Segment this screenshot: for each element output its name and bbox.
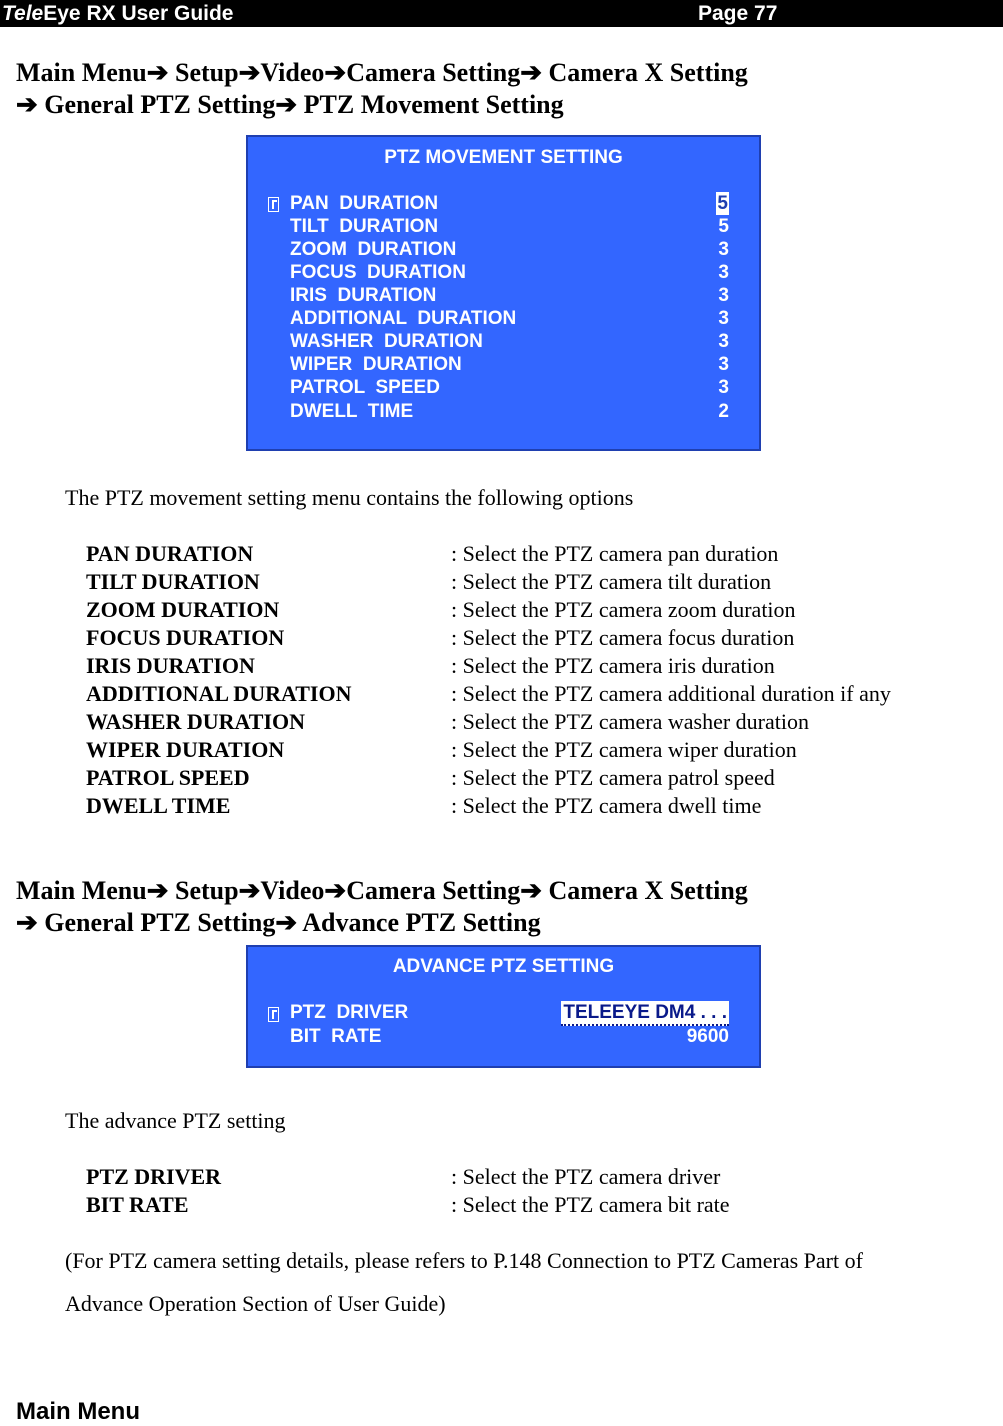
section2-note-line2: Advance Operation Section of User Guide)	[65, 1291, 446, 1316]
option-item: WASHER DURATION : Select the PTZ camera washer duration	[86, 709, 809, 734]
osd-row-focus-duration[interactable]: FOCUS DURATION 3	[290, 262, 729, 283]
section2-heading-line1: Main Menu➔ Setup➔Video➔Camera Setting➔ Camera X Setting	[16, 876, 748, 905]
brand-prefix: Tele	[2, 2, 44, 25]
osd-row-washer-duration[interactable]: WASHER DURATION 3	[290, 331, 729, 352]
section1-heading-line1: Main Menu➔ Setup➔Video➔Camera Setting➔ Camera X Setting	[16, 58, 748, 87]
osd-row-patrol-speed[interactable]: PATROL SPEED 3	[290, 377, 729, 398]
section2-intro: The advance PTZ setting	[65, 1108, 286, 1133]
option-item: BIT RATE : Select the PTZ camera bit rate	[86, 1192, 730, 1217]
osd-title: ADVANCE PTZ SETTING	[392, 956, 615, 977]
option-item: PTZ DRIVER : Select the PTZ camera driver	[86, 1164, 721, 1189]
osd-row-additional-duration[interactable]: ADDITIONAL DURATION 3	[290, 308, 729, 329]
osd-row-pan-duration[interactable]: PAN DURATION 5	[290, 193, 728, 214]
option-item: WIPER DURATION : Select the PTZ camera wiper duration	[86, 737, 797, 762]
option-item: ZOOM DURATION : Select the PTZ camera zoom duration	[86, 597, 796, 622]
section2-heading-line2: ➔ General PTZ Setting➔ Advance PTZ Setting	[16, 908, 541, 937]
osd-row-tilt-duration[interactable]: TILT DURATION 5	[290, 216, 729, 237]
osd-value-selected: TELEEYE DM4 . . .	[561, 1001, 729, 1026]
osd-value-selected: 5	[717, 193, 728, 214]
section1-heading-line2: ➔ General PTZ Setting➔ PTZ Movement Setting	[16, 90, 564, 119]
selection-cursor-icon	[268, 197, 279, 212]
option-item: PATROL SPEED : Select the PTZ camera patrol speed	[86, 765, 775, 790]
osd-row-bit-rate[interactable]: BIT RATE 9600	[290, 1026, 729, 1047]
page-number: Page 77	[698, 2, 778, 25]
brand-rest: Eye RX User Guide	[43, 2, 234, 25]
osd-row-iris-duration[interactable]: IRIS DURATION 3	[290, 285, 729, 306]
option-item: IRIS DURATION : Select the PTZ camera iris duration	[86, 653, 775, 678]
footer-heading: Main Menu	[16, 1398, 140, 1425]
option-item: ADDITIONAL DURATION : Select the PTZ camera additional duration if any	[86, 681, 891, 706]
section2-note-line1: (For PTZ camera setting details, please refers to P.148 Connection to PTZ Cameras Part of	[65, 1248, 863, 1273]
osd-row-wiper-duration[interactable]: WIPER DURATION 3	[290, 354, 729, 375]
osd-row-zoom-duration[interactable]: ZOOM DURATION 3	[290, 239, 729, 260]
option-item: DWELL TIME : Select the PTZ camera dwell time	[86, 793, 762, 818]
ptz-movement-osd	[246, 135, 761, 451]
page-header	[0, 0, 1003, 27]
option-item: TILT DURATION : Select the PTZ camera tilt duration	[86, 569, 772, 594]
advance-ptz-osd	[246, 945, 761, 1068]
selection-cursor-icon	[268, 1007, 279, 1022]
osd-row-dwell-time[interactable]: DWELL TIME 2	[290, 401, 729, 422]
option-item: FOCUS DURATION : Select the PTZ camera focus duration	[86, 625, 795, 650]
osd-title: PTZ MOVEMENT SETTING	[384, 147, 623, 168]
section1-intro: The PTZ movement setting menu contains the following options	[65, 485, 634, 510]
osd-row-ptz-driver[interactable]: PTZ DRIVER TELEEYE DM4 . . .	[290, 1001, 729, 1024]
option-item: PAN DURATION : Select the PTZ camera pan duration	[86, 541, 779, 566]
guide-title	[2, 0, 234, 27]
